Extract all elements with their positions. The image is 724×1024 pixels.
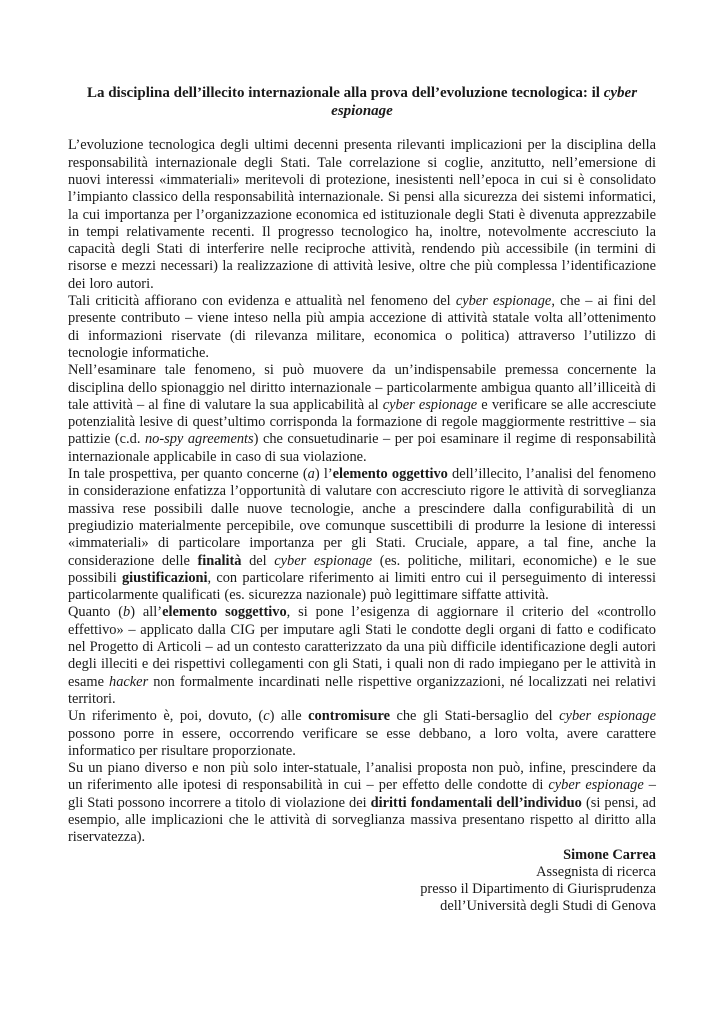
document-title [68, 84, 656, 120]
text-run: cyber espionage [382, 396, 478, 413]
text-run: cyber espionage [331, 85, 638, 120]
text-run: cyber espionage [548, 777, 644, 794]
text-run: elemento soggettivo [162, 604, 287, 621]
text-run: giustificazioni [121, 569, 208, 586]
signature-line [68, 881, 656, 898]
paragraph [68, 708, 656, 760]
text-run: , si pone l’esigenza di aggiornare il criterio del «controllo effettivo» – applicato dalla CIG per imputare agli Stati le condotte degli organi di fatto e codificato nel Progetto di Articoli – ad un contesto caratterizzato da una più difficile identificazione degli autori degli illeciti e dei rispettivi collegamenti con gli Stati, i quali non di rado impiegano per le attività in esame [68, 604, 656, 690]
signature-line [68, 864, 656, 881]
text-run: che gli Stati-bersaglio del [389, 708, 560, 725]
text-run: cyber espionage [559, 708, 656, 725]
text-run: cyber espionage [274, 552, 373, 569]
text-run: Un riferimento è, poi, dovuto, ( [68, 708, 264, 725]
signature-block [68, 847, 656, 916]
text-run: del [241, 552, 275, 569]
text-run: Simone Carrea [563, 846, 656, 863]
text-run: e verificare se alle accresciute potenzialità lesive di quest’ultimo corrisponda la formazione di regole maggiormente restrittive – sia pattizie (c.d. [68, 396, 656, 448]
text-run: ) che consuetudinarie – per poi esaminare il regime di responsabilità internazionale applicabile in caso di sua violazione. [68, 431, 656, 465]
text-run: ) all’ [130, 604, 163, 621]
text-run: Tali criticità affiorano con evidenza e attualità nel fenomeno del [68, 293, 456, 310]
paragraph [68, 293, 656, 362]
text-run: In tale prospettiva, per quanto concerne ( [68, 466, 308, 483]
text-run: possono porre in essere, occorrendo verificare se esse debbano, a loro volta, avere carattere informatico per risultare proporzionate. [68, 725, 656, 759]
text-run: elemento oggettivo [332, 466, 448, 483]
text-run: hacker [109, 673, 149, 690]
text-run: ) alle [269, 708, 309, 725]
text-run: no-spy agreements [144, 431, 254, 448]
text-run: (es. politiche, militari, economiche) e le sue possibili [68, 552, 656, 586]
text-run: Assegnista di ricerca [536, 863, 656, 880]
text-run: , con particolare riferimento ai limiti entro cui il perseguimento di interessi particolarmente qualificati (es. sicurezza nazionale) può legittimare siffatte attività. [68, 569, 656, 604]
paragraph [68, 760, 656, 846]
text-run: a [307, 466, 315, 483]
text-run: diritti fondamentali dell’individuo [370, 794, 582, 811]
text-run: , che – ai fini del presente contributo – viene inteso nella più ampia accezione di attività statale volta all’ottenimento di informazioni riservate (di rilevanza militare, economica o politica) attraverso l’utilizzo di tecnologie informatiche. [68, 293, 656, 361]
text-run: (si pensi, ad esempio, alle implicazioni che le attività di sorveglianza massiva presentano rispetto al diritto alla riservatezza). [68, 794, 657, 846]
paragraph [68, 466, 656, 604]
signature-line [68, 847, 656, 864]
paragraph [68, 137, 656, 293]
signature-line [68, 898, 656, 915]
text-run: – gli Stati possono incorrere a titolo di violazione dei [68, 777, 656, 811]
text-run: cyber espionage [455, 293, 552, 310]
text-run: b [123, 604, 131, 621]
text-run: Su un piano diverso e non più solo inter-statuale, l’analisi proposta non può, infine, prescindere da un riferimento alle ipotesi di responsabilità in cui – per effetto delle condotte di [68, 760, 656, 794]
paragraph [68, 604, 656, 708]
text-run: dell’Università degli Studi di Genova [440, 898, 656, 915]
text-run: La disciplina dell’illecito internazionale alla prova dell’evoluzione tecnologica: il [86, 85, 604, 101]
text-run: ) l’ [314, 466, 333, 483]
paragraph [68, 362, 656, 466]
text-run: contromisure [308, 708, 390, 725]
text-run: non formalmente incardinati nelle rispettive organizzazioni, né localizzati nei relativi territori. [68, 673, 656, 707]
text-run: L’evoluzione tecnologica degli ultimi decenni presenta rilevanti implicazioni per la disciplina della responsabilità internazionale degli Stati. Tale correlazione si coglie, anzitutto, nell’emersione di nuovi interessi «immateriali» meritevoli di protezione, inesistenti nell’epoca in cui si è consolidato l’impianto classico della responsabilità internazionale. Si pensi alla sicurezza dei sistemi informatici, la cui importanza per l’organizzazione economica ed istituzionale degli Stati è divenuta apprezzabile in tempi relativamente recenti. Il progresso tecnologico ha, inoltre, notevolmente accresciuto la capacità degli Stati di interferire nelle reciproche attività, rendendo più accessibile (in termini di risorse e mezzi necessari) la realizzazione di attività lesive, oltre che più complessa l’identificazione dei loro autori. [68, 137, 656, 292]
text-run: Quanto ( [68, 604, 124, 621]
text-run: c [263, 708, 270, 725]
text-run: Nell’esaminare tale fenomeno, si può muovere da un’indispensabile premessa concernente la disciplina dello spionaggio nel diritto internazionale – particolarmente ambigua quanto all’illiceità di tale attività – al fine di valutare la sua applicabilità al [68, 362, 656, 413]
text-run: dell’illecito, l’analisi del fenomeno in considerazione enfatizza l’opportunità di valutare con accresciuto rigore le attività di sorveglianza massiva rese possibili dalle nuove tecnologie, anche a prescindere dalla configurabilità di un pregiudizio materialmente percepibile, ove comunque suscettibili di produrre la lesione di interessi «immateriali» di particolare importanza per gli Stati. Cruciale, appare, a tal fine, anche la considerazione delle [68, 466, 656, 569]
text-run: presso il Dipartimento di Giurisprudenza [420, 881, 656, 898]
text-run: finalità [197, 552, 242, 569]
document-body [68, 137, 656, 846]
